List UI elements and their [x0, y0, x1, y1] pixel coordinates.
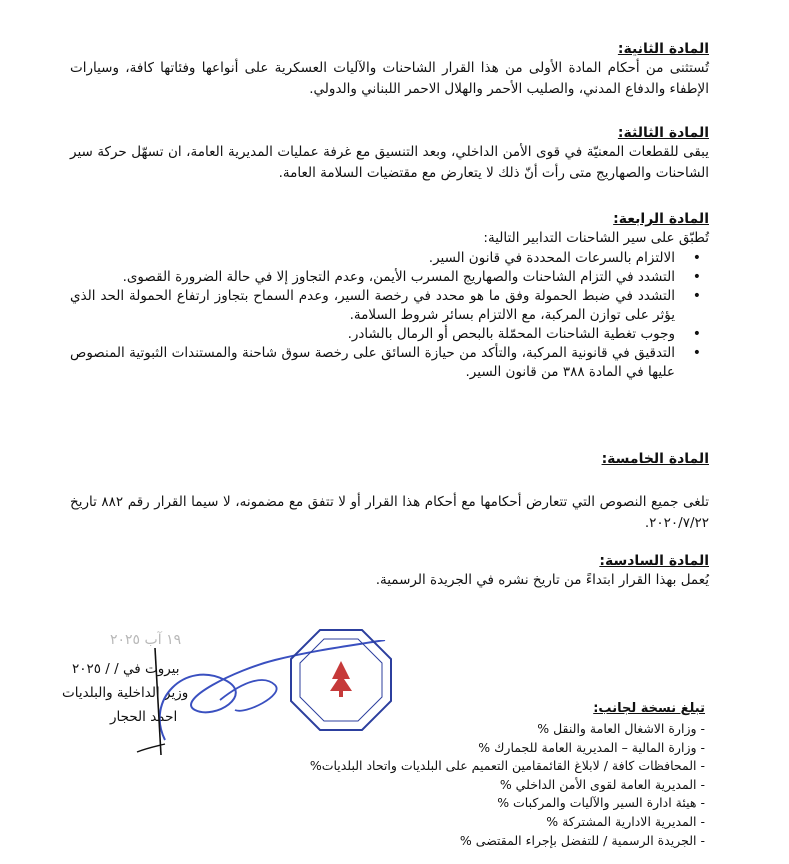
article-5-text: تلغى جميع النصوص التي تتعارض أحكامها مع أحكام هذا القرار أو لا تتفق مع مضمونه، لا سيما القرار رقم ٨٨٢ تاريخ ٢٠٢٠/٧/٢٢. — [70, 494, 709, 531]
article-6 — [70, 552, 709, 591]
list-item: - المديرية الادارية المشتركة % — [285, 813, 705, 832]
signature-title: وزير الداخلية والبلديات — [62, 685, 189, 701]
article-4-heading: المادة الرابعة: — [613, 211, 709, 227]
article-5 — [70, 450, 709, 468]
signature-name: احمد الحجار — [110, 709, 178, 725]
article-2-text: تُستثنى من أحكام المادة الأولى من هذا القرار الشاحنات والآليات العسكرية على أنواعها وفئاتها كافة، وسيارات الإطفاء والدفاع المدني، والصليب الأحمر والهلال الاحمر اللبناني والدولي. — [70, 60, 709, 97]
article-6-text: يُعمل بهذا القرار ابتداءً من تاريخ نشره في الجريدة الرسمية. — [375, 572, 709, 588]
article-3-heading: المادة الثالثة: — [617, 125, 709, 141]
list-item: - وزارة المالية – المديرية العامة للجمارك % — [285, 739, 705, 758]
list-item: - المديرية العامة لقوى الأمن الداخلي % — [285, 776, 705, 795]
article-2-heading: المادة الثانية: — [617, 41, 709, 57]
list-item: • التشدد في التزام الشاحنات والصهاريج المسرب الأيمن، وعدم التجاوز إلا في حالة الضرورة القصوى. — [70, 268, 675, 287]
list-item: • الالتزام بالسرعات المحددة في قانون السير. — [70, 249, 675, 268]
article-4 — [70, 210, 709, 382]
copies-section — [285, 700, 705, 850]
copies-heading: تبلغ نسخة لجانب: — [593, 701, 705, 716]
signature-place-date: بيروت في / / ٢٠٢٥ — [72, 661, 180, 677]
list-item: • وجوب تغطية الشاحنات المحمّلة بالبحص أو الرمال بالشادر. — [70, 325, 675, 344]
list-item: - وزارة الاشغال العامة والنقل % — [285, 720, 705, 739]
copies-list — [285, 720, 705, 850]
stamp-date: ١٩ آب ٢٠٢٥ — [110, 632, 182, 648]
article-2 — [70, 40, 709, 100]
article-5-body — [70, 492, 709, 534]
article-4-intro: تُطبّق على سير الشاحنات التدابير التالية: — [483, 230, 709, 246]
article-6-heading: المادة السادسة: — [599, 553, 709, 569]
article-3-text: يبقى للقطعات المعنيّة في قوى الأمن الداخلي، وبعد التنسيق مع غرفة عمليات المديرية العامة، ان تسهّل حركة سير الشاحنات والصهاريج متى رأت أنّ ذلك لا يتعارض مع مقتضيات السلامة العامة. — [70, 144, 709, 181]
article-4-list — [70, 249, 709, 382]
article-3 — [70, 124, 709, 184]
list-item: • التشدد في ضبط الحمولة وفق ما هو محدد في رخصة السير، وعدم السماح بتجاوز ارتفاع الحمولة الحد الذي يؤثر على توازن المركبة، مع الالتزام بسائر شروط السلامة. — [70, 287, 675, 325]
list-item: • التدقيق في قانونية المركبة، والتأكد من حيازة السائق على رخصة سوق شاحنة والمستندات الثبوتية المنصوص عليها في المادة ٣٨٨ من قانون السير. — [70, 344, 675, 382]
list-item: - المحافظات كافة / لابلاغ القائمقامين التعميم على البلديات واتحاد البلديات% — [285, 757, 705, 776]
article-5-heading: المادة الخامسة: — [601, 451, 709, 467]
list-item: - هيئة ادارة السير والآليات والمركبات % — [285, 794, 705, 813]
list-item: - الجريدة الرسمية / للتفضل بإجراء المقتضى % — [285, 832, 705, 851]
